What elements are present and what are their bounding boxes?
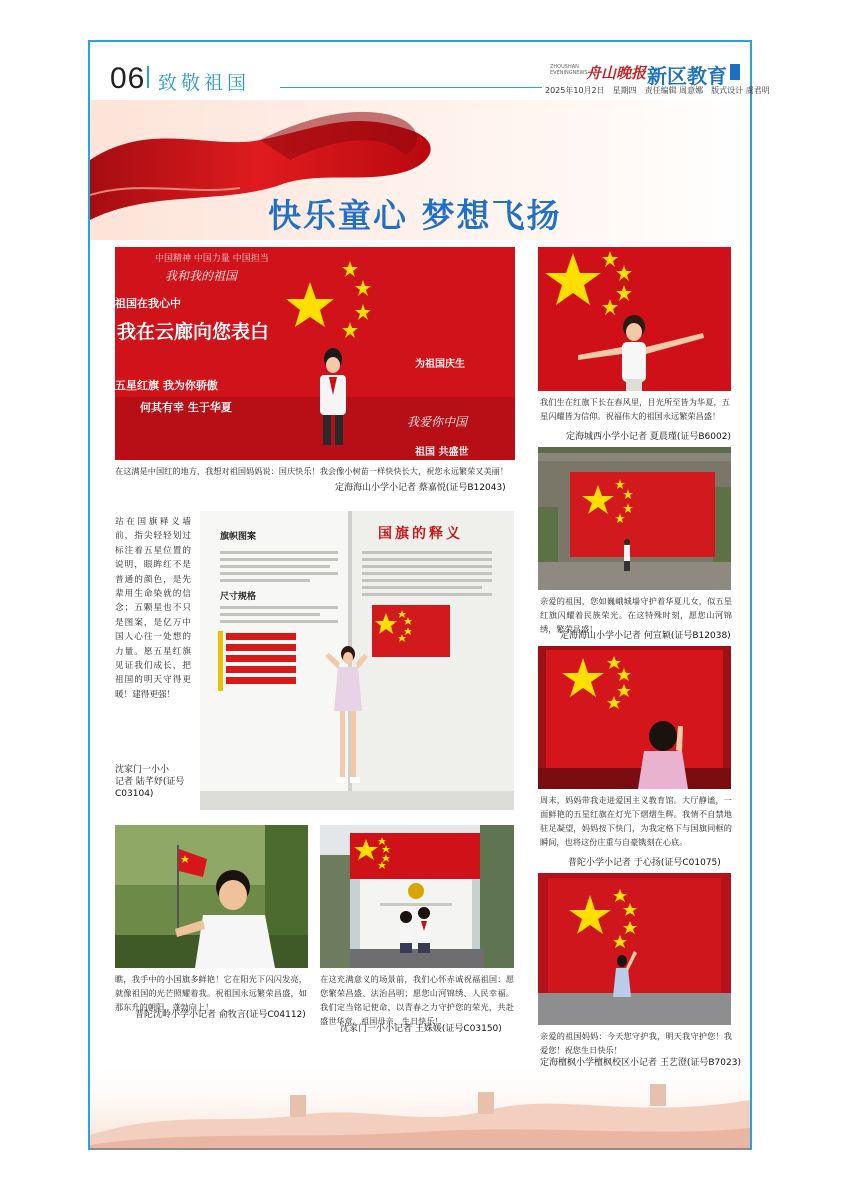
photo-girl-flag	[538, 247, 731, 391]
photo-girl-saluting	[538, 646, 731, 789]
board-left-subheading: 尺寸规格	[220, 592, 257, 602]
paper-english-name: ZHOUSHAN EVENINGNEWS	[550, 64, 588, 76]
wall-text-5: 为祖国庆生	[415, 359, 465, 370]
photo-boy-small-flag	[115, 825, 308, 968]
edition-tag	[730, 64, 740, 80]
caption-1: 在这满是中国红的地方，我想对祖国妈妈说：国庆快乐！我会像小树苗一样快快长大，祝您永远繁荣又美丽！	[115, 466, 509, 476]
caption-4: 站在国旗释义墙前，指尖轻轻划过标注着五星位置的说明，眼眸红不是普通的颜色，是先辈用生命染就的信念；五颗星也不只是图案，是亿万中国人心往一处想的力量。愿五星红旗见证我们成长，把祖国的明天守得更暖！建得更强！	[115, 517, 191, 700]
photo-red-corridor	[115, 247, 515, 460]
wall-text-7: 何其有幸 生于华夏	[140, 401, 232, 414]
paper-logo: 舟山晚报	[586, 64, 647, 82]
credit-4-line-1: 沈家门一小小	[115, 765, 170, 775]
photo-city-wall-art	[538, 447, 731, 590]
header-divider	[147, 66, 149, 88]
wall-text-6: 五星红旗 我为你骄傲	[115, 379, 218, 392]
page-number: 06	[110, 62, 146, 95]
dateline: 2025年10月2日 星期四 责任编辑 周意娜 版式设计 虞君明	[545, 86, 770, 95]
main-headline: 快乐童心 梦想飞扬	[268, 196, 562, 235]
photo-two-girls-emblem	[320, 825, 514, 968]
credit-3: 定海海山小学小记者 何宣颖(证号B12038)	[560, 631, 731, 641]
photo-two-girls-emblem-art	[320, 825, 514, 968]
credit-6: 普陀沈岭小学小记者 俞牧言(证号C04112)	[135, 1010, 306, 1020]
credit-4-line-2: 记者 陆芊妤(证号	[115, 777, 185, 787]
wall-text-2: 我和我的祖国	[165, 269, 238, 283]
section-title: 致敬祖国	[158, 72, 251, 94]
photo-city-wall-flag	[538, 447, 731, 590]
caption-2: 我们生在红旗下长在春风里，目光所至皆为华夏，五星闪耀皆为信仰。祝福伟大的祖国永远繁荣昌盛！	[540, 397, 730, 421]
wall-text-4: 我在云廊向您表白	[117, 321, 270, 343]
edition-name: 新区教育	[647, 64, 727, 88]
caption-5: 周末，妈妈带我走进爱国主义教育馆。大厅静谧，一面鲜艳的五星红旗在灯光下熠熠生辉。我情不自禁地驻足凝望，妈妈按下快门，为我定格下与国旗同框的瞬间，也将这份庄重与自豪镌刻在心底。	[540, 795, 732, 847]
credit-2: 定海城西小学小记者 夏晨瑾(证号B6002)	[566, 432, 731, 442]
wall-text-8: 我爱你中国	[407, 415, 468, 429]
photo-boy-small-flag-art	[115, 825, 308, 968]
great-wall-decoration	[90, 1040, 750, 1150]
photo-girl-flag-art	[538, 247, 731, 391]
credit-7: 沈家门一小小记者 王姝媛(证号C03150)	[340, 1024, 502, 1034]
credit-4-line-3: C03104)	[115, 789, 154, 799]
credit-1: 定海海山小学小记者 蔡嘉悦(证号B12043)	[335, 483, 506, 493]
photo-flag-wall-art	[200, 511, 514, 810]
board-title: 国旗的释义	[378, 526, 463, 542]
wall-text-9: 祖国 共盛世	[415, 447, 469, 458]
board-left-heading: 旗帜图案	[220, 532, 257, 542]
caption-3: 亲爱的祖国，您如巍峨城墙守护着华夏儿女，似五星红旗闪耀着民族荣光。在这特殊时刻，愿您山河锦绣，繁荣昌盛！	[540, 596, 732, 634]
caption-7: 在这充满意义的场景前，我们心怀赤诚祝福祖国：愿您繁荣昌盛、法治昌明；愿您山河锦绣、人民幸福。我们定当铭记使命，以青春之力守护您的荣光，共赴盛世华章。祖国母亲，生日快乐！	[320, 974, 514, 1026]
photo-girl-saluting-art	[538, 646, 731, 789]
photo-girl-hall-art	[538, 873, 731, 1025]
header-rule	[280, 87, 542, 88]
photo-girl-hall-flag	[538, 873, 731, 1025]
wall-text-3: 祖国在我心中	[115, 297, 181, 310]
caption-6: 瞧，我手中的小国旗多鲜艳！它在阳光下闪闪发亮，就像祖国的光芒照耀着我。祝祖国永远繁荣昌盛，如那东升的朝阳，蓬勃向上！	[115, 974, 307, 1012]
caption-8: 亲爱的祖国妈妈：今天您守护我，明天我守护您！我爱您！祝您生日快乐！	[540, 1031, 732, 1055]
wall-text-1: 中国精神 中国力量 中国担当	[155, 254, 269, 264]
photo-flag-meaning-wall	[200, 511, 514, 810]
credit-5: 普陀小学小记者 于心扬(证号C01075)	[568, 858, 721, 868]
